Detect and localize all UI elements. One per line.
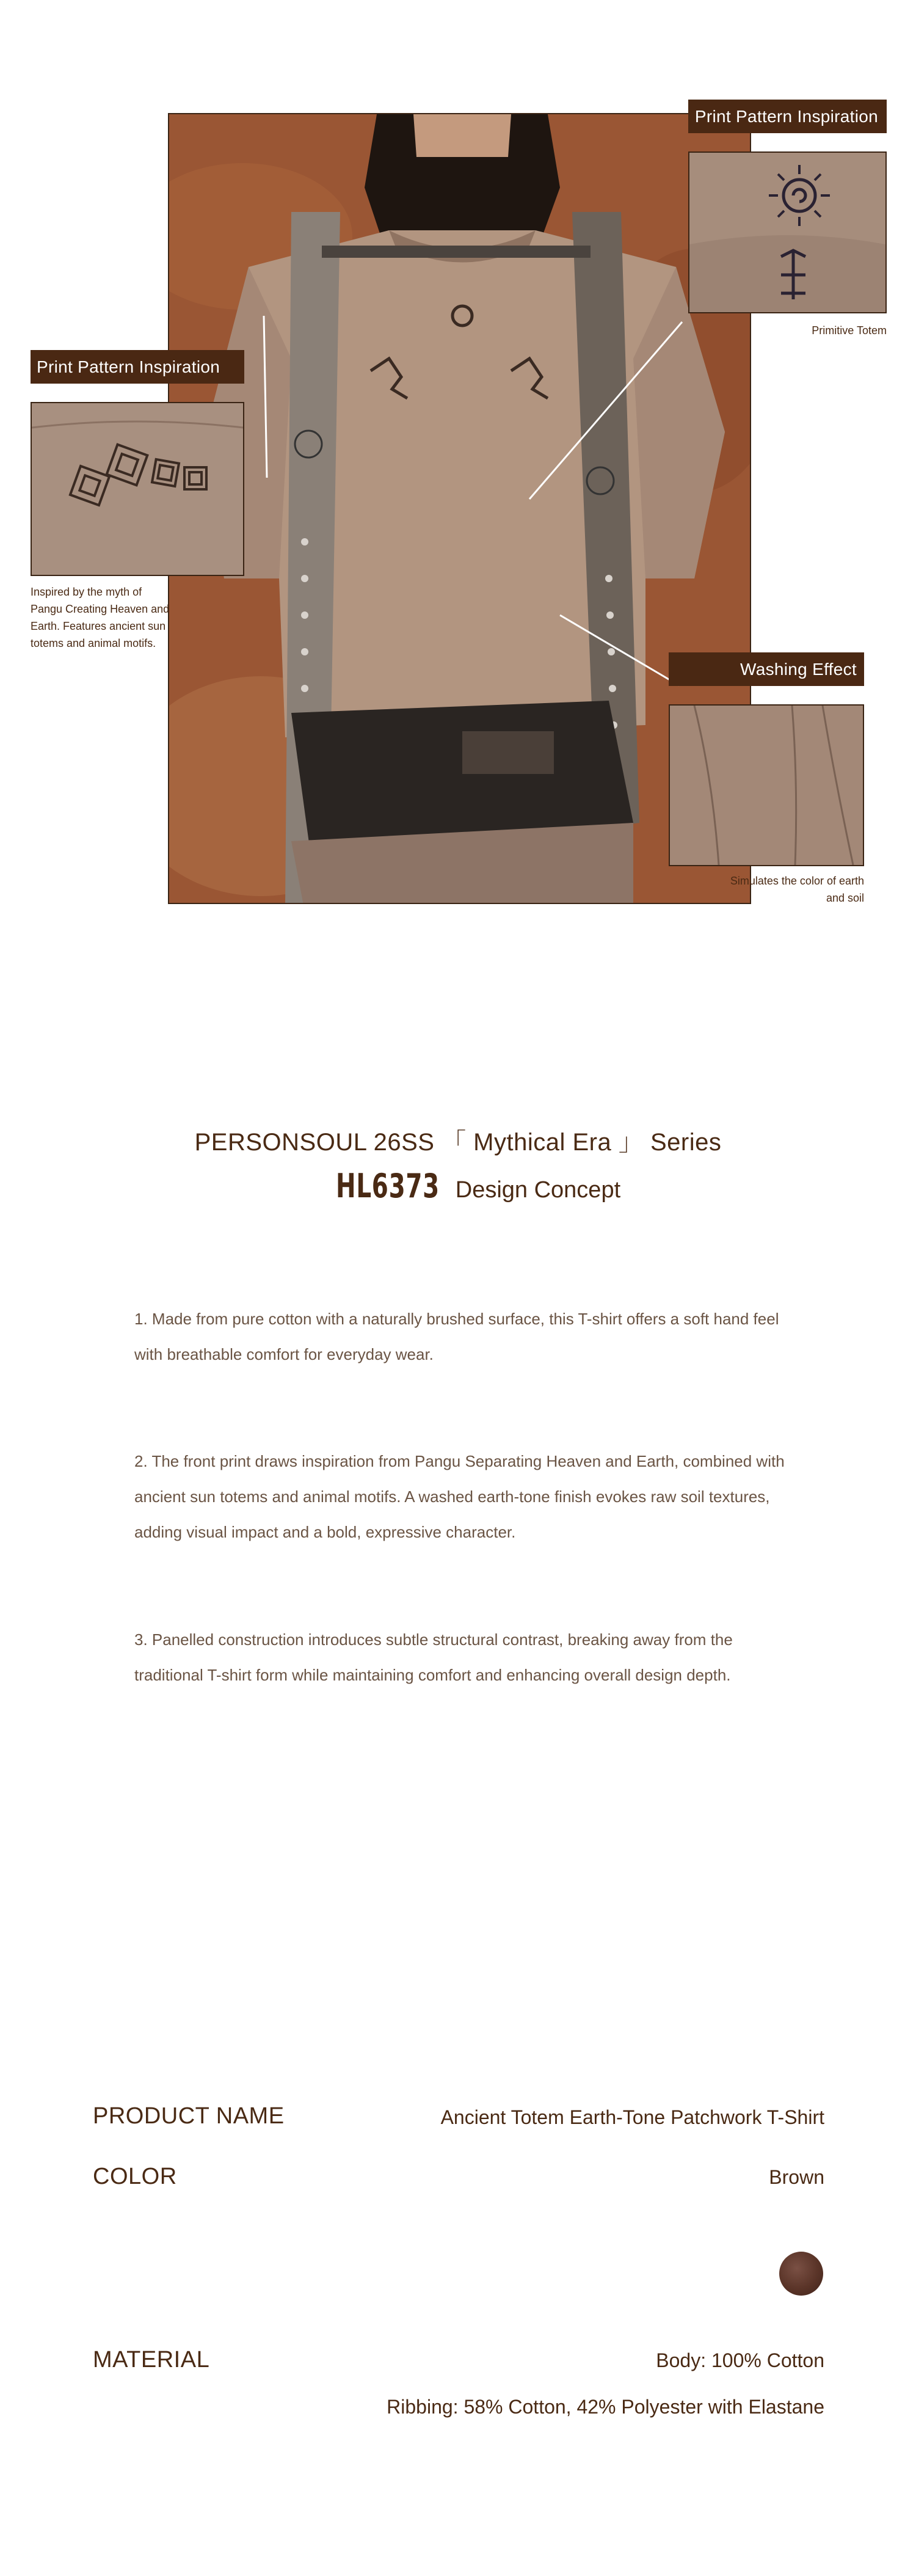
caption-primitive-totem: Primitive Totem xyxy=(812,324,887,337)
material-ribbing-value: Ribbing: 58% Cotton, 42% Polyester with Elastane xyxy=(387,2396,824,2418)
product-code: HL6373 xyxy=(335,1167,440,1205)
series-title: PERSONSOUL 26SS 「 Mythical Era 」 Series xyxy=(194,1129,722,1156)
design-concept-label: Design Concept xyxy=(455,1177,621,1203)
thumb-primitive-totem xyxy=(688,151,887,313)
color-value: Brown xyxy=(769,2166,824,2188)
thumb-washing-effect xyxy=(669,704,864,866)
design-concept-heading xyxy=(0,1167,916,1205)
tag-print-pattern-left xyxy=(31,350,244,384)
material-label: MATERIAL xyxy=(93,2347,210,2373)
tag-print-pattern-top xyxy=(688,100,887,133)
product-name-label: PRODUCT NAME xyxy=(93,2103,285,2129)
hero-product-photo xyxy=(168,113,751,904)
material-body-value: Body: 100% Cotton xyxy=(656,2349,824,2371)
color-label: COLOR xyxy=(93,2164,177,2189)
concept-paragraph-1: 1. Made from pure cotton with a naturally brushed surface, this T-shirt offers a soft hand feel with breathable comfort for everyday wear. xyxy=(134,1310,779,1363)
caption-washing-effect: Simulates the color of earth and soil xyxy=(730,875,864,904)
tag-washing-effect-label: Washing Effect xyxy=(740,659,857,679)
thumb-spiral-motifs xyxy=(31,402,244,576)
tag-print-pattern-top-label: Print Pattern Inspiration xyxy=(694,106,878,126)
tag-print-pattern-left-label: Print Pattern Inspiration xyxy=(37,357,220,376)
caption-pangu-inspiration: Inspired by the myth of Pangu Creating Heaven and Earth. Features ancient sun totems and animal motifs. xyxy=(31,586,170,649)
concept-paragraph-3: 3. Panelled construction introduces subtle structural contrast, breaking away from the traditional T-shirt form while maintaining comfort and enhancing overall design depth. xyxy=(134,1630,733,1684)
color-swatch xyxy=(779,2252,823,2296)
concept-paragraph-2: 2. The front print draws inspiration from Pangu Separating Heaven and Earth, combined with ancient sun totems and animal motifs. A washed earth-tone finish evokes raw soil textures, adding visual impact and a bold, expressive character. xyxy=(134,1452,785,1541)
tag-washing-effect xyxy=(669,652,864,686)
product-name-value: Ancient Totem Earth-Tone Patchwork T-Shirt xyxy=(440,2106,824,2128)
